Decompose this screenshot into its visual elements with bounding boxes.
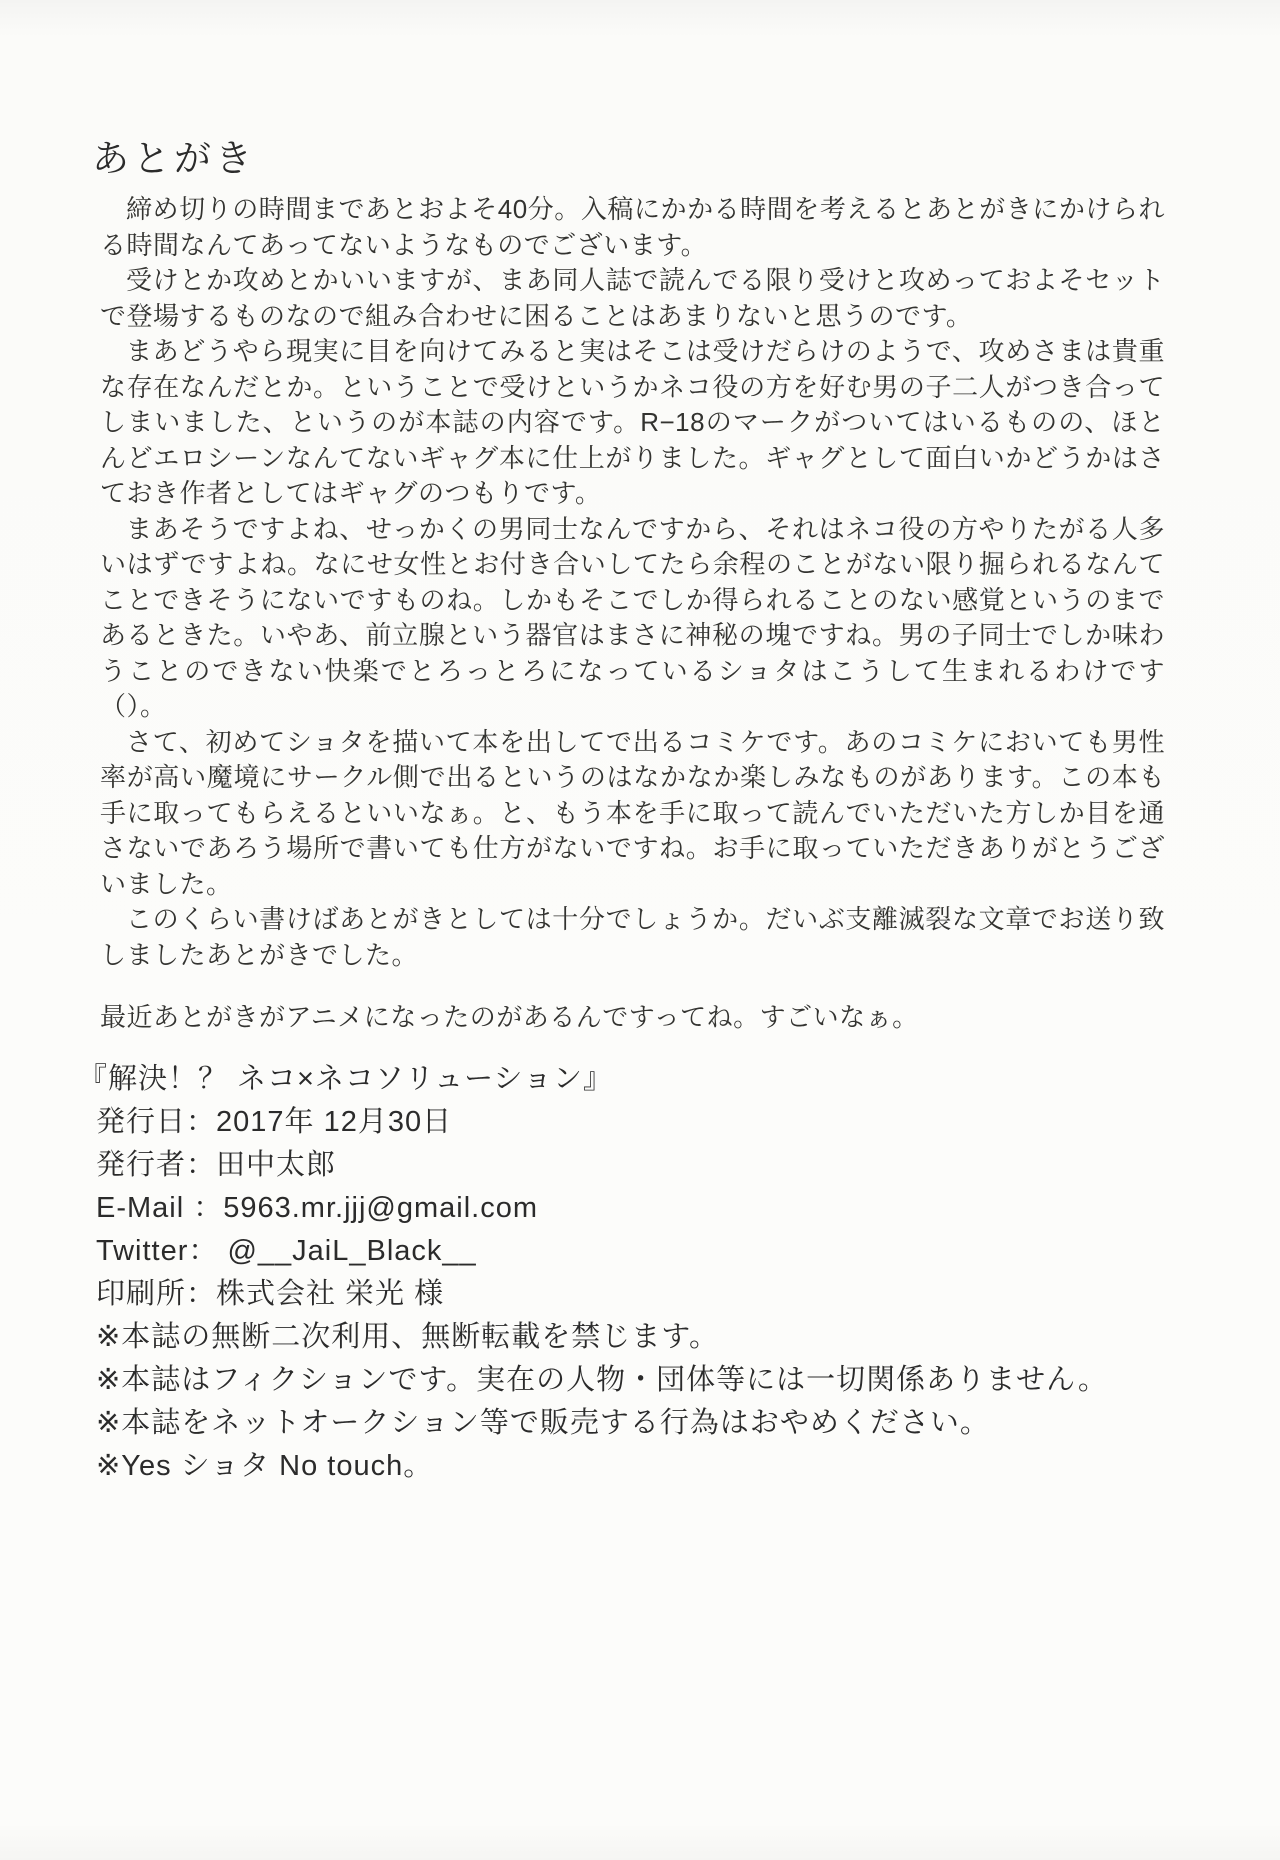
- colophon: [78, 1058, 1208, 1488]
- paragraph-closing: このくらい書けばあとがきとしては十分でしょうか。だいぶ支離滅裂な文章でお送り致しましたあとがきでした。: [100, 904, 1165, 970]
- colophon-notice-auction: ※本誌をネットオークション等で販売する行為はおやめください。: [96, 1407, 990, 1439]
- page-title: あとがき: [92, 138, 256, 179]
- colophon-notice-reuse: ※本誌の無断二次利用、無断転載を禁じます。: [96, 1321, 719, 1353]
- colophon-publisher: 発行者：田中太郎: [96, 1149, 337, 1181]
- colophon-email: E-Mail ：5963.mr.jjj@gmail.com: [96, 1192, 538, 1224]
- colophon-twitter: Twitter： @__JaiL_Black__: [96, 1235, 477, 1267]
- paragraph-book-content: まあどうやら現実に目を向けてみると実はそこは受けだらけのようで、攻めさまは貴重な存在なんだとか。ということで受けというかネコ役の方を好む男の子二人がつき合ってしまいました、というのが本誌の内容です。R−18のマークがついてはいるものの、ほとんどエロシーンなんてないギャグ本に仕上がりました。ギャグとして面白いかどうかはさておき作者としてはギャグのつもりです。: [100, 336, 1165, 508]
- colophon-publish-date: 発行日：2017年 12月30日: [96, 1106, 453, 1138]
- afterword-body: [100, 192, 1165, 973]
- paragraph-uke-seme: 受けとか攻めとかいいますが、まあ同人誌で読んでる限り受けと攻めっておよそセットで登場するものなので組み合わせに困ることはあまりないと思うのです。: [100, 265, 1165, 331]
- colophon-printer: 印刷所：株式会社 栄光 様: [96, 1278, 445, 1310]
- paragraph-comiket: さて、初めてショタを描いて本を出してで出るコミケです。あのコミケにおいても男性率が高い魔境にサークル側で出るというのはなかなか楽しみなものがあります。この本も手に取ってもらえるといいなぁ。と、もう本を手に取って読んでいただいた方しか目を通さないであろう場所で書いても仕方がないですね。お手に取っていただきありがとうございました。: [100, 726, 1165, 899]
- final-note: 最近あとがきがアニメになったのがあるんですってね。すごいなぁ。: [100, 1002, 919, 1032]
- colophon-notice-fiction: ※本誌はフィクションです。実在の人物・団体等には一切関係ありません。: [96, 1364, 1108, 1396]
- colophon-notice-yes-shota: ※Yes ショタ No touch。: [96, 1450, 434, 1482]
- paragraph-deadline: 締め切りの時間まであとおよそ40分。入稿にかかる時間を考えるとあとがきにかけられる時間なんてあってないようなものでございます。: [100, 194, 1165, 260]
- book-title: 『解決！？ ネコ×ネコソリューション』: [78, 1063, 613, 1095]
- paragraph-neko-role: まあそうですよね、せっかくの男同士なんですから、それはネコ役の方やりたがる人多いはずですよね。なにせ女性とお付き合いしてたら余程のことがない限り掘られるなんてことできそうにないですものね。しかもそこでしか得られることのない感覚というのまであるときた。いやあ、前立腺という器官はまさに神秘の塊ですね。男の子同士でしか味わうことのできない快楽でとろっとろになっているショタはこうして生まれるわけです（）。: [100, 513, 1166, 721]
